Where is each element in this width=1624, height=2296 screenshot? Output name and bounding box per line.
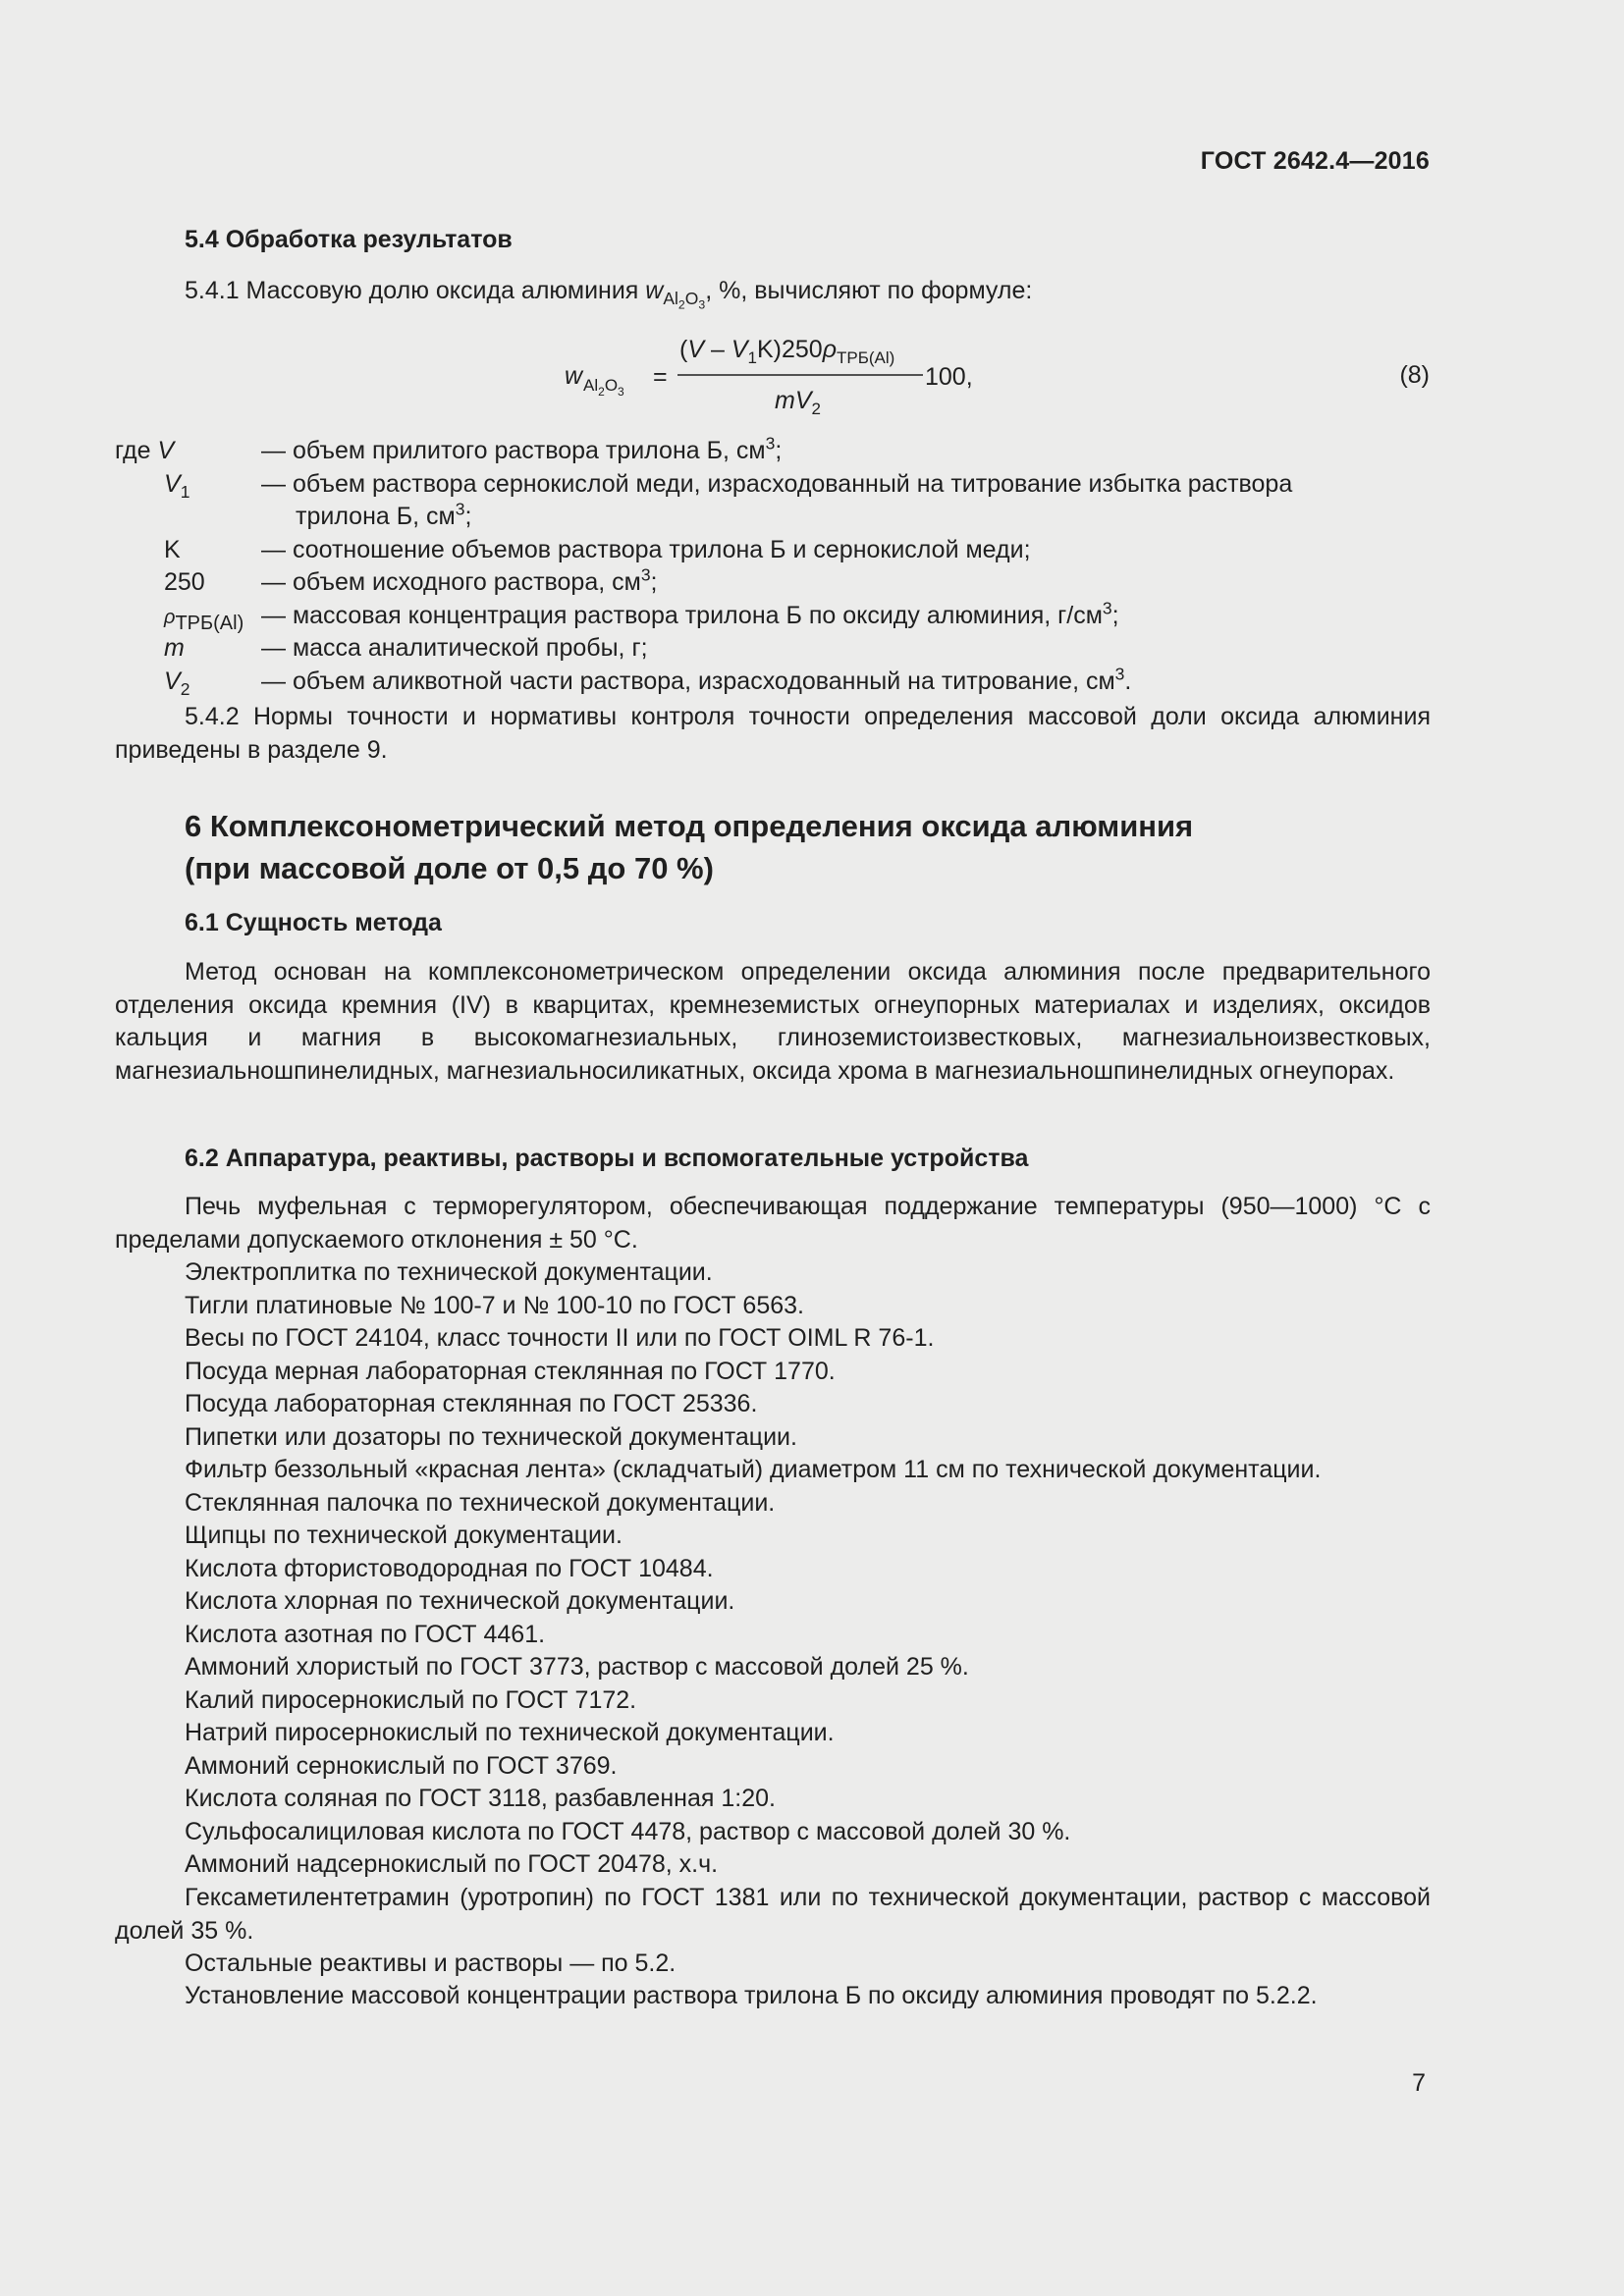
list-item: Стеклянная палочка по технической документации. xyxy=(185,1488,776,1517)
formula-number: (8) xyxy=(1399,361,1430,389)
paragraph-5-4-1-post: , %, вычисляют по формуле: xyxy=(705,277,1033,304)
equipment-list xyxy=(185,1256,1321,1882)
section-6-heading-line1: 6 Комплексонометрический метод определения оксида алюминия xyxy=(185,809,1194,843)
section-6-1-text: Метод основан на комплексонометрическом определении оксида алюминия после предварительного отделения оксида кремния (IV) в кварцитах, кремнеземистых огнеупорных материалах и изделиях, оксидов кальция и магния в высокомагнезиальных, глиноземистоизвестковых, магнезиальноизвестковых, магнезиальношпинелидных, магнезиальносиликатных, оксида хрома в магнезиальношпинелидных огнеупорах. xyxy=(115,958,1431,1085)
formula-denominator: $mV_2$ xyxy=(775,387,821,418)
legend-text: — соотношение объемов раствора трилона Б и сернокислой меди; xyxy=(261,535,1031,563)
list-item: Аммоний хлористый по ГОСТ 3773, раствор с массовой долей 25 %. xyxy=(185,1653,969,1681)
formula-lhs-sub: $Al_2O_3$ xyxy=(583,376,624,399)
legend-row xyxy=(115,600,1431,633)
section-6-heading-line2: (при массовой доле от 0,5 до 70 %) xyxy=(185,851,714,885)
formula-8 xyxy=(560,334,992,422)
list-item: Посуда лабораторная стеклянная по ГОСТ 25336. xyxy=(185,1390,758,1417)
trilon-concentration-line: Установление массовой концентрации раствора трилона Б по оксиду алюминия проводят по 5.2.2. xyxy=(185,1982,1318,2009)
section-6-2-heading: 6.2 Аппаратура, реактивы, растворы и вспомогательные устройства xyxy=(185,1145,1029,1172)
formula-equals: = xyxy=(653,363,668,391)
formula-legend xyxy=(115,435,1431,698)
legend-text: — объем аликвотной части раствора, израсходованный на титрование, $см^3$. xyxy=(261,664,1132,695)
paragraph-5-4-1 xyxy=(185,275,1033,312)
legend-symbol: K xyxy=(164,535,181,563)
hexamine-paragraph: Гексаметилентетрамин (уротропин) по ГОСТ 1381 или по технической документации, раствор с массовой долей 35 %. xyxy=(115,1884,1431,1945)
list-item: Электроплитка по технической документации. xyxy=(185,1258,713,1286)
formula-tail: 100, xyxy=(925,363,973,391)
list-item: Калий пиросернокислый по ГОСТ 7172. xyxy=(185,1685,637,1714)
formula-lhs: w xyxy=(565,362,583,390)
page-number: 7 xyxy=(1412,2069,1426,2097)
rest-reagents-line: Остальные реактивы и растворы — по 5.2. xyxy=(185,1949,677,1977)
legend-symbol: m xyxy=(164,634,185,662)
legend-row xyxy=(115,435,1431,468)
legend-text: — масса аналитической пробы, г; xyxy=(261,634,648,662)
formula-numerator: $(V - V_1K)250\rho_{ТРБ(Al)}$ xyxy=(679,336,895,367)
legend-row xyxy=(115,666,1431,699)
list-item: Сульфосалициловая кислота по ГОСТ 4478, раствор с массовой долей 30 %. xyxy=(185,1817,1071,1845)
list-item: Кислота азотная по ГОСТ 4461. xyxy=(185,1620,546,1648)
paragraph-5-4-2: 5.4.2 Нормы точности и нормативы контроля точности определения массовой доли оксида алюминия приведены в разделе 9. xyxy=(115,703,1431,764)
list-item: Щипцы по технической документации. xyxy=(185,1522,623,1549)
legend-symbol: где V xyxy=(115,437,175,464)
list-item: Фильтр беззольный «красная лента» (складчатый) диаметром 11 см по технической документации. xyxy=(185,1456,1322,1483)
section-6-1-heading: 6.1 Сущность метода xyxy=(185,909,442,936)
furnace-paragraph: Печь муфельная с терморегулятором, обеспечивающая поддержание температуры (950—1000) °С с пределами допускаемого отклонения ± 50 °С. xyxy=(115,1193,1431,1254)
w-symbol: w xyxy=(645,277,664,304)
legend-text: — объем исходного раствора, $см^3$; xyxy=(261,564,658,596)
paragraph-5-4-1-pre: 5.4.1 Массовую долю оксида алюминия xyxy=(185,277,646,304)
list-item: Кислота хлорная по технической документации. xyxy=(185,1587,735,1615)
list-item: Тигли платиновые № 100-7 и № 100-10 по ГОСТ 6563. xyxy=(185,1291,804,1319)
legend-symbol: $V_1$ xyxy=(164,469,190,502)
legend-symbol: 250 xyxy=(164,568,205,596)
list-item: Натрий пиросернокислый по технической документации. xyxy=(185,1719,835,1746)
legend-row xyxy=(115,534,1431,567)
list-item: Весы по ГОСТ 24104, класс точности II или по ГОСТ OIML R 76-1. xyxy=(185,1324,935,1352)
standard-header: ГОСТ 2642.4—2016 xyxy=(1200,147,1430,175)
list-item: Кислота фтористоводородная по ГОСТ 10484. xyxy=(185,1554,714,1582)
list-item: Пипетки или дозаторы по технической документации. xyxy=(185,1422,797,1451)
legend-row xyxy=(115,468,1431,534)
legend-symbol: $\rho_{ТРБ(Al)}$ xyxy=(164,606,244,634)
list-item: Аммоний надсернокислый по ГОСТ 20478, х.ч. xyxy=(185,1850,719,1878)
list-item: Посуда мерная лабораторная стеклянная по ГОСТ 1770. xyxy=(185,1357,836,1385)
legend-text: — массовая концентрация раствора трилона Б по оксиду алюминия, $г/см^3$; xyxy=(261,598,1119,629)
list-item: Аммоний сернокислый по ГОСТ 3769. xyxy=(185,1751,618,1780)
legend-row xyxy=(115,566,1431,600)
w-subscript: Al2O3 xyxy=(663,289,706,312)
legend-text: — объем прилитого раствора трилона Б, $см^3$; xyxy=(261,433,783,464)
section-5-4-heading: 5.4 Обработка результатов xyxy=(185,226,513,253)
list-item: Кислота соляная по ГОСТ 3118, разбавленная 1:20. xyxy=(185,1785,776,1812)
legend-row xyxy=(115,632,1431,666)
legend-text: — объем раствора сернокислой меди, израсходованный на титрование избытка раствора трилона Б, $см^3$; xyxy=(261,469,1293,530)
legend-symbol: $V_2$ xyxy=(164,667,190,699)
